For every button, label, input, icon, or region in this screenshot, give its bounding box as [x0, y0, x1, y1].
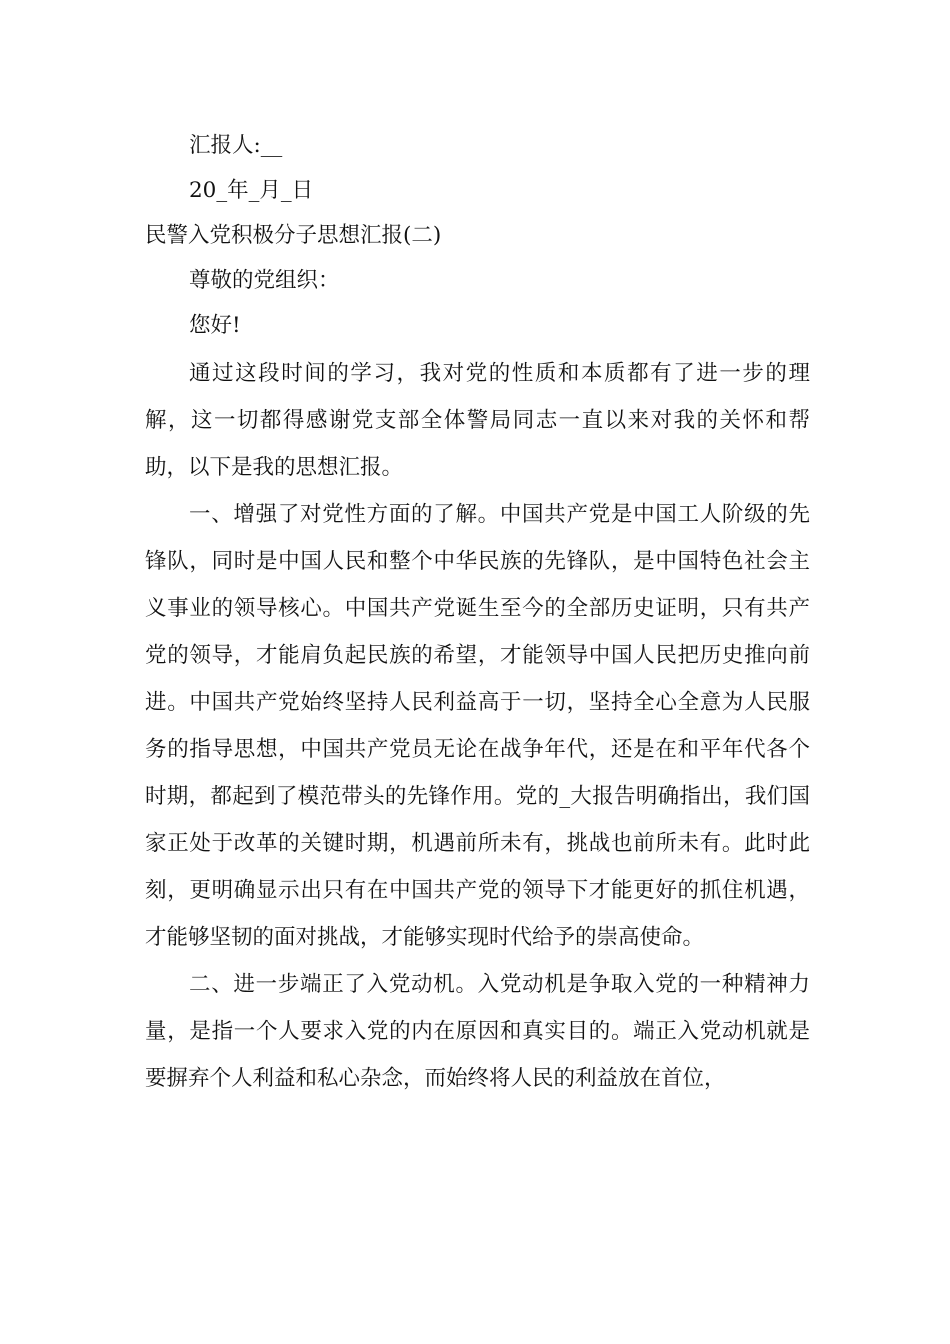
salutation: 尊敬的党组织： [189, 268, 340, 293]
reporter-line: 汇报人:__ [189, 133, 283, 158]
date-line: 20_年_月_日 [189, 178, 314, 203]
paragraph-intro: 通过这段时间的学习，我对党的性质和本质都有了进一步的理解，这一切都得感谢党支部全体警局同志一直以来对我的关怀和帮助，以下是我的思想汇报。 [145, 361, 810, 480]
paragraph-section-two: 二、进一步端正了入党动机。入党动机是争取入党的一种精神力量，是指一个人要求入党的内在原因和真实目的。端正入党动机就是要摒弃个人利益和私心杂念，而始终将人民的利益放在首位， [145, 972, 810, 1091]
document-page [145, 132, 810, 1102]
paragraph-section-one: 一、增强了对党性方面的了解。中国共产党是中国工人阶级的先锋队，同时是中国人民和整个中华民族的先锋队，是中国特色社会主义事业的领导核心。中国共产党诞生至今的全部历史证明，只有共产党的领导，才能肩负起民族的希望，才能领导中国人民把历史推向前进。中国共产党始终坚持人民利益高于一切，坚持全心全意为人民服务的指导思想，中国共产党员无论在战争年代，还是在和平年代各个时期，都起到了模范带头的先锋作用。党的_大报告明确指出，我们国家正处于改革的关键时期，机遇前所未有，挑战也前所未有。此时此刻，更明确显示出只有在中国共产党的领导下才能更好的抓住机遇，才能够坚韧的面对挑战，才能够实现时代给予的崇高使命。 [145, 502, 810, 950]
greeting: 您好! [189, 313, 241, 338]
document-title: 民警入党积极分子思想汇报(二) [145, 223, 442, 248]
